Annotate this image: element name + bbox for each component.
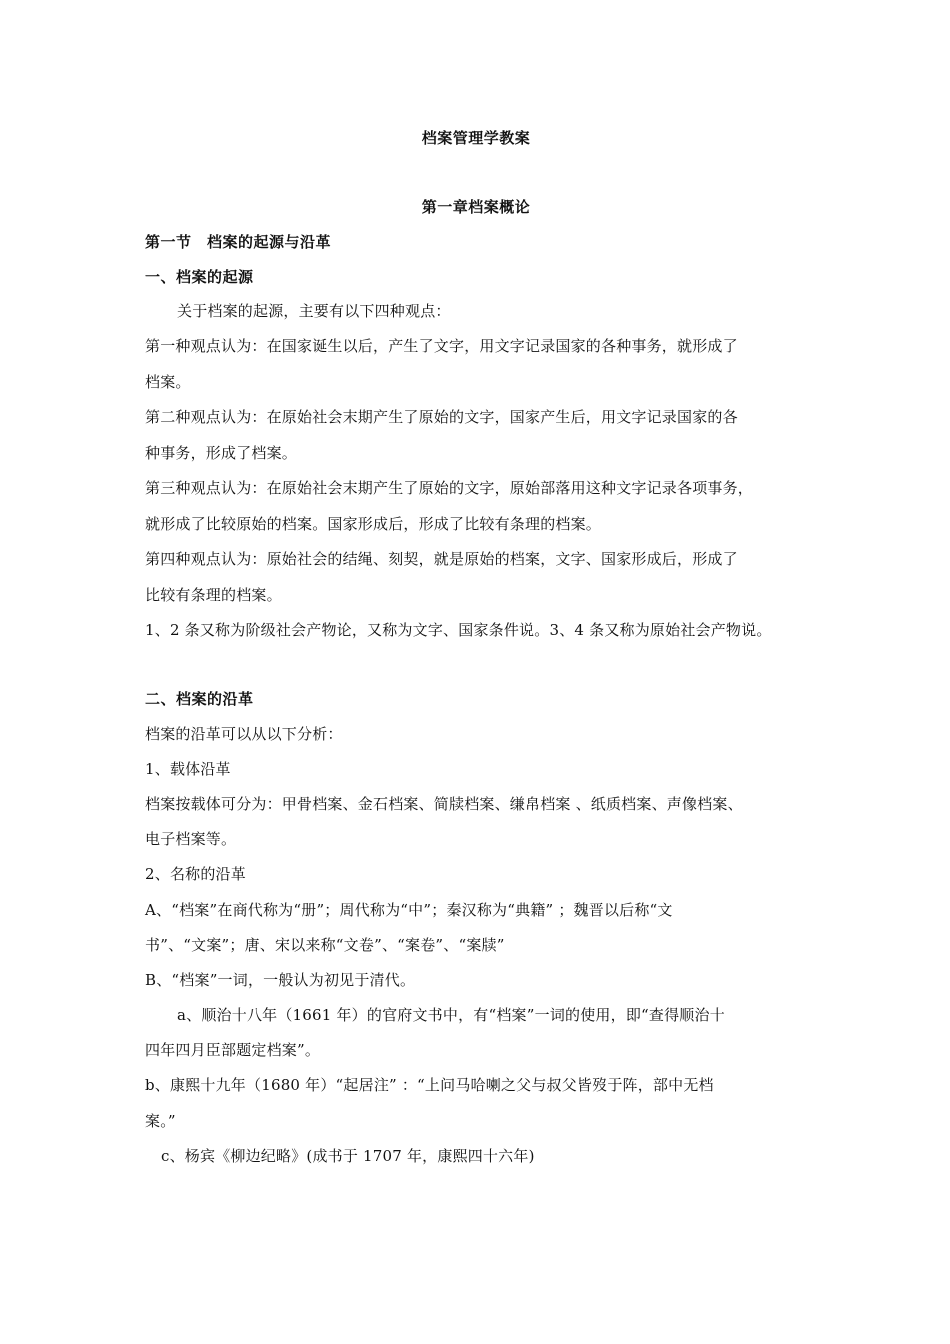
part2-heading: 二、档案的沿革 — [145, 690, 254, 708]
item-a-line1: a、顺治十八年（1661 年）的官府文书中，有“档案”一词的使用，即“查得顺治十 — [177, 1006, 725, 1024]
item-b-line1: b、康熙十九年（1680 年）“起居注” ：“上问马哈喇之父与叔父皆歿于阵，部中无档 — [145, 1076, 714, 1094]
view3-line2: 就形成了比较原始的档案。国家形成后，形成了比较有条理的档案。 — [145, 515, 602, 533]
document-title: 档案管理学教案 — [421, 129, 531, 147]
view2-line2: 种事务，形成了档案。 — [145, 444, 298, 462]
carrier-line1: 档案按载体可分为：甲骨档案、金石档案、简牍档案、缣帛档案 、纸质档案、声像档案、 — [145, 795, 743, 813]
view4-line1: 第四种观点认为：原始社会的结绳、刻契，就是原始的档案，文字、国家形成后，形成了 — [145, 550, 738, 568]
item-a-line2: 四年四月臣部题定档案”。 — [145, 1041, 321, 1059]
view3-line1: 第三种观点认为：在原始社会末期产生了原始的文字，原始部落用这种文字记录各项事务， — [145, 479, 754, 497]
section-heading: 第一节 档案的起源与沿革 — [145, 233, 332, 251]
part1-heading: 一、档案的起源 — [145, 268, 254, 286]
chapter-heading: 第一章档案概论 — [421, 198, 531, 216]
item-b-line2: 案。” — [145, 1112, 176, 1130]
view2-line1: 第二种观点认为：在原始社会末期产生了原始的文字，国家产生后，用文字记录国家的各 — [145, 408, 738, 426]
carrier-heading: 1、载体沿革 — [145, 760, 231, 778]
view1-line2: 档案。 — [145, 373, 191, 391]
view1-line1: 第一种观点认为：在国家诞生以后，产生了文字，用文字记录国家的各种事务，就形成了 — [145, 337, 738, 355]
part1-intro: 关于档案的起源，主要有以下四种观点： — [177, 302, 451, 320]
name-heading: 2、名称的沿革 — [145, 865, 246, 883]
nameB-line: B、“档案”一词，一般认为初见于清代。 — [145, 971, 416, 989]
item-c-line: c、杨宾《柳边纪略》(成书于 1707 年，康熙四十六年) — [161, 1147, 535, 1165]
nameA-line1: A、“档案”在商代称为“册”；周代称为“中”；秦汉称为“典籍” ；魏晋以后称“文 — [145, 901, 673, 919]
part2-intro: 档案的沿革可以从以下分析： — [145, 725, 343, 743]
carrier-line2: 电子档案等。 — [145, 830, 237, 848]
nameA-line2: 书”、“文案”；唐、宋以来称“文卷”、“案卷”、“案牍” — [145, 936, 505, 954]
summary-line: 1、2 条又称为阶级社会产物论，又称为文字、国家条件说。3、4 条又称为原始社会产物说。 — [145, 621, 772, 639]
view4-line2: 比较有条理的档案。 — [145, 586, 282, 604]
